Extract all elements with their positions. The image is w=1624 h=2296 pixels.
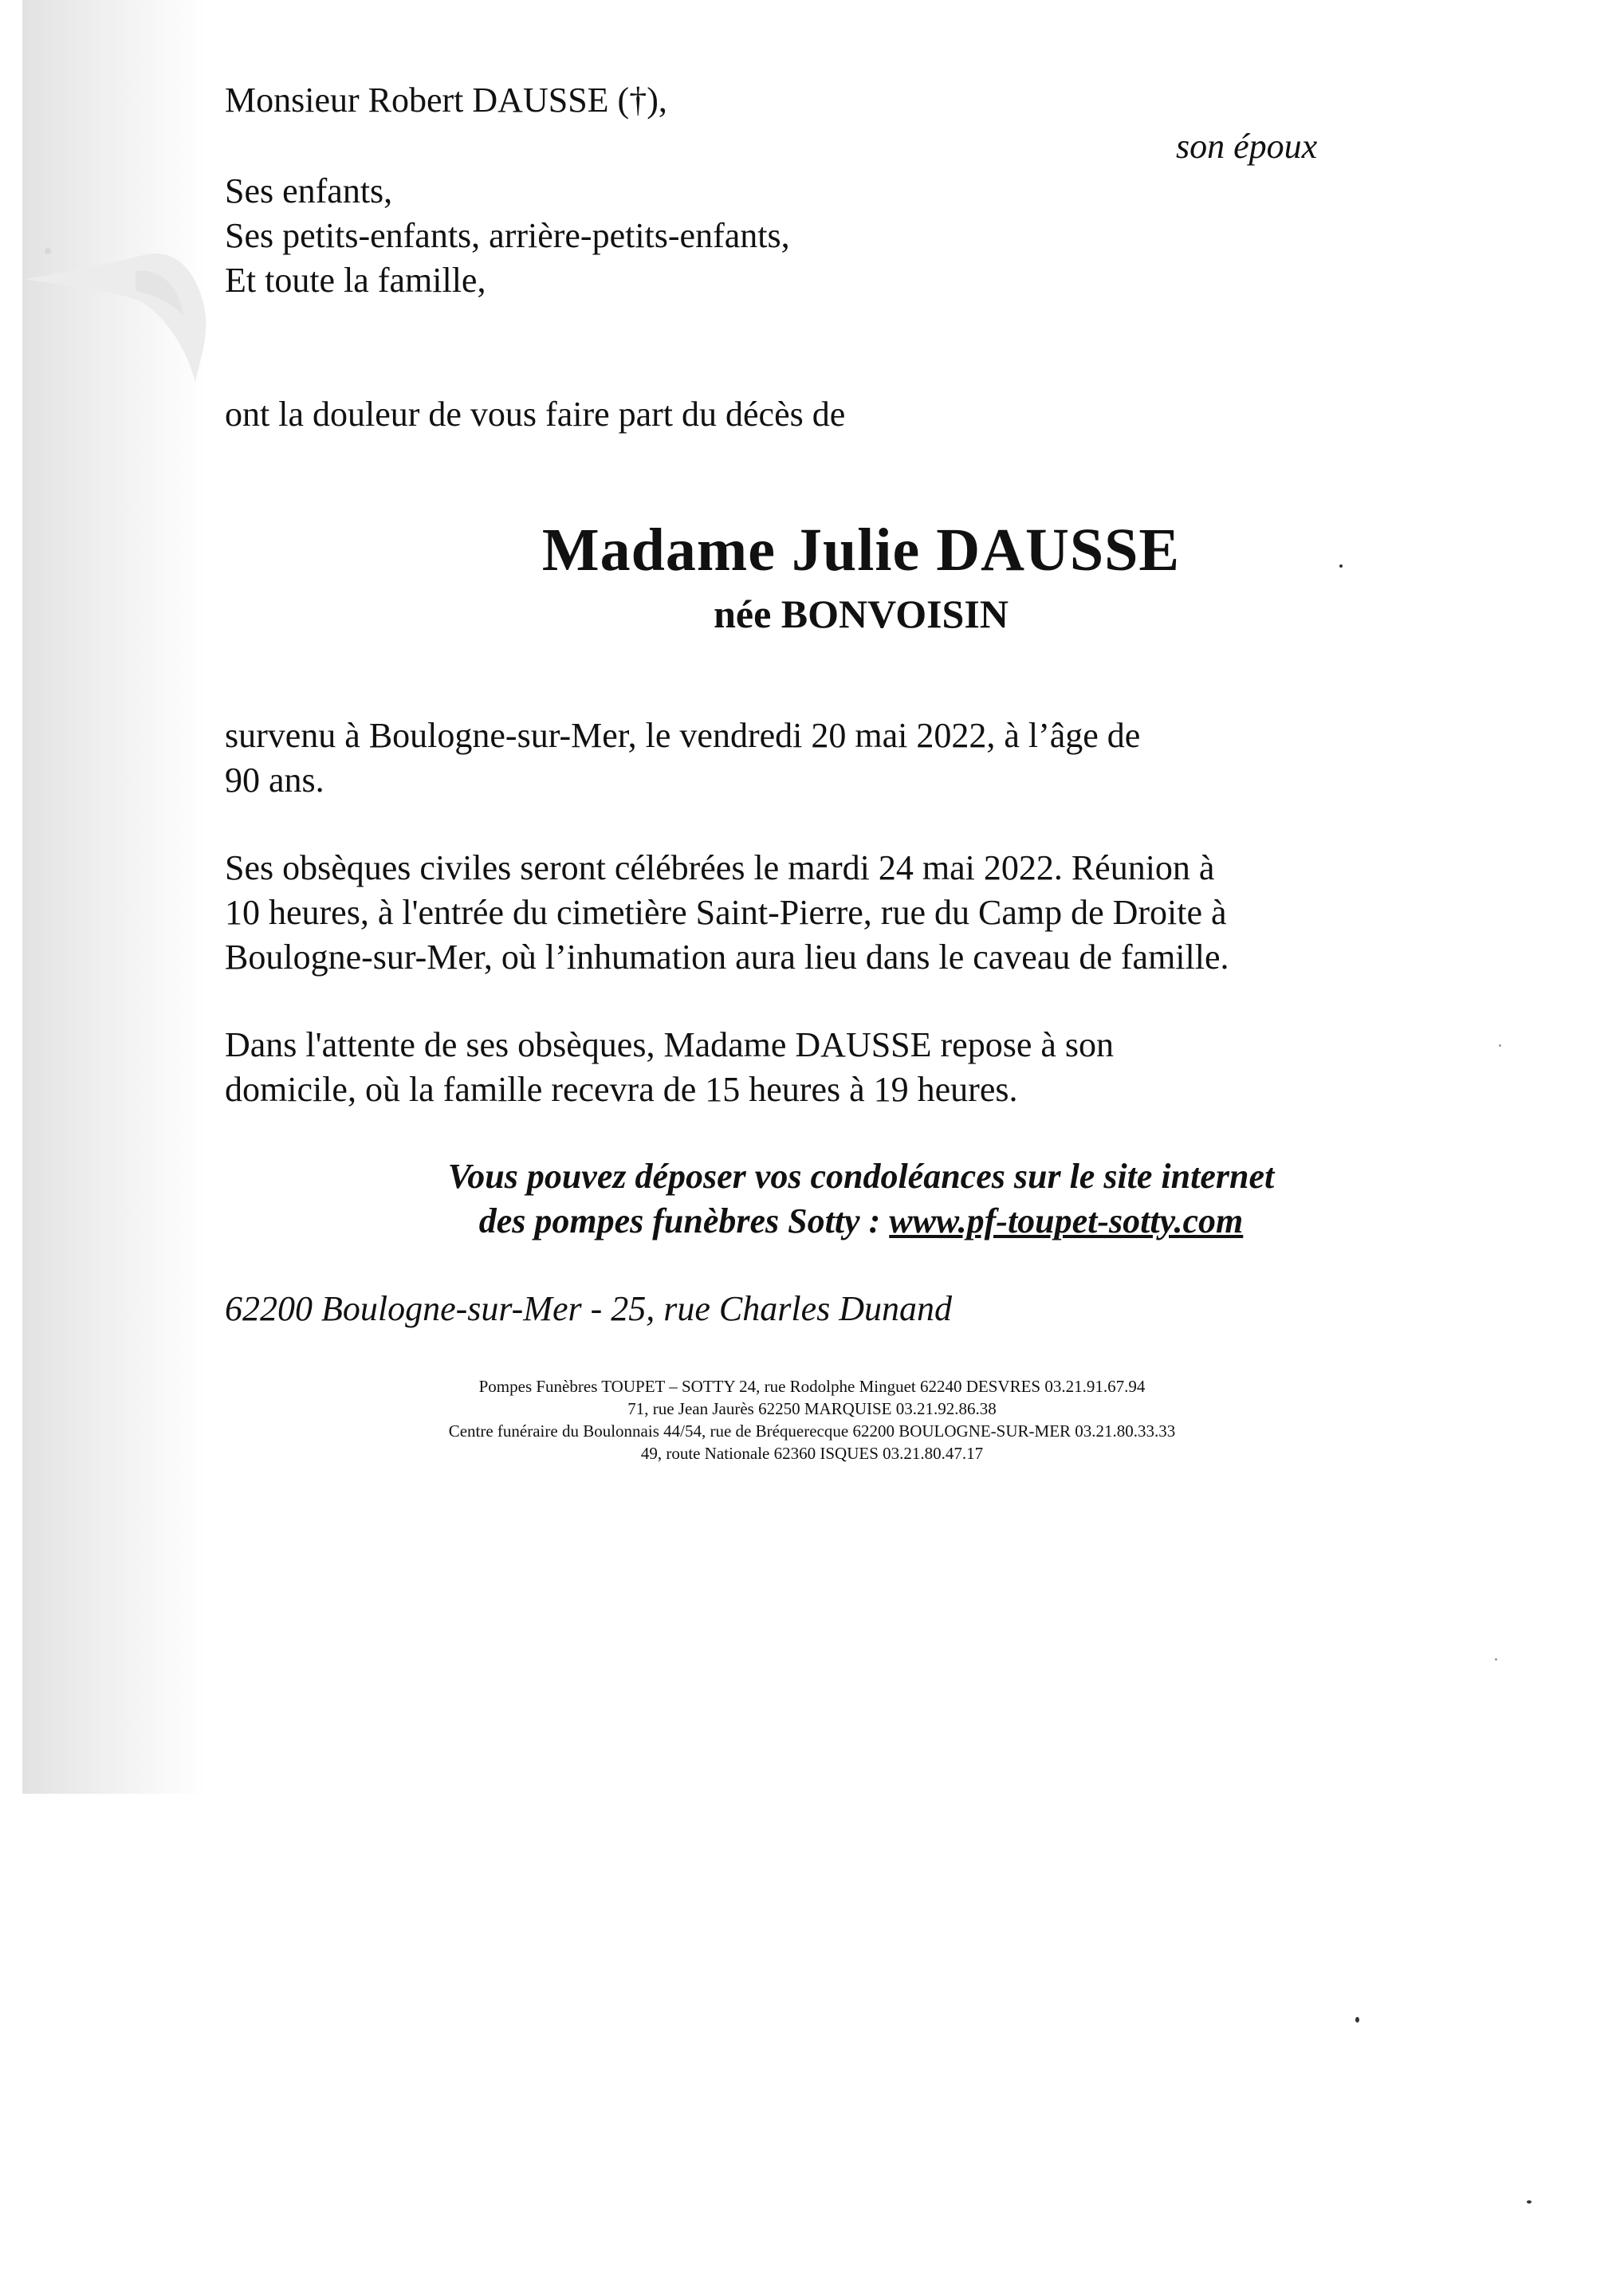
husband-line: Monsieur Robert DAUSSE (†), — [225, 81, 667, 120]
scan-speck — [1499, 1044, 1501, 1047]
condolences-prefix: des pompes funèbres Sotty : — [478, 1201, 890, 1240]
seagull-icon — [24, 239, 223, 399]
family-line: Ses enfants, — [225, 171, 393, 210]
deceased-name: Madame Julie DAUSSE — [541, 517, 1181, 584]
family-line: Ses petits-enfants, arrière-petits-enfants, — [225, 216, 790, 255]
rest-info-line: domicile, où la famille recevra de 15 heures à 19 heures. — [225, 1070, 1018, 1109]
footer-line: Pompes Funèbres TOUPET – SOTTY 24, rue Rodolphe Minguet 62240 DESVRES 03.21.91.67.94 — [478, 1377, 1146, 1396]
family-line: Et toute la famille, — [225, 261, 486, 300]
footer-line: 71, rue Jean Jaurès 62250 MARQUISE 03.21.92.86.38 — [627, 1399, 997, 1418]
footer-line: 49, route Nationale 62360 ISQUES 03.21.80.47.17 — [640, 1444, 984, 1463]
footer-line: Centre funéraire du Boulonnais 44/54, rue de Bréquerecque 62200 BOULOGNE-SUR-MER 03.21.80.33.33 — [448, 1421, 1176, 1441]
funeral-info-line: Ses obsèques civiles seront célébrées le mardi 24 mai 2022. Réunion à — [225, 848, 1215, 887]
funeral-info-line: Boulogne-sur-Mer, où l’inhumation aura lieu dans le caveau de famille. — [225, 938, 1229, 977]
rest-info-line: Dans l'attente de ses obsèques, Madame DAUSSE repose à son — [225, 1025, 1115, 1064]
address-line: 62200 Boulogne-sur-Mer - 25, rue Charles Dunand — [225, 1289, 953, 1328]
announcement-line: ont la douleur de vous faire part du décès de — [225, 395, 846, 434]
death-info-line: 90 ans. — [225, 761, 324, 800]
scan-speck — [1355, 2017, 1359, 2023]
scan-speck — [1495, 1658, 1497, 1661]
condolences-line: Vous pouvez déposer vos condoléances sur le site internet — [447, 1157, 1275, 1196]
husband-role: son époux — [1176, 127, 1318, 166]
maiden-name: née BONVOISIN — [714, 592, 1009, 636]
condolences-line — [0, 1199, 1624, 1244]
death-info-line: survenu à Boulogne-sur-Mer, le vendredi 20 mai 2022, à l’âge de — [225, 716, 1141, 755]
funeral-info-line: 10 heures, à l'entrée du cimetière Saint-Pierre, rue du Camp de Droite à — [225, 893, 1227, 932]
scan-speck — [1339, 564, 1343, 568]
scan-speck — [1527, 2200, 1532, 2204]
condolences-website-link[interactable]: www.pf-toupet-sotty.com — [889, 1201, 1244, 1240]
